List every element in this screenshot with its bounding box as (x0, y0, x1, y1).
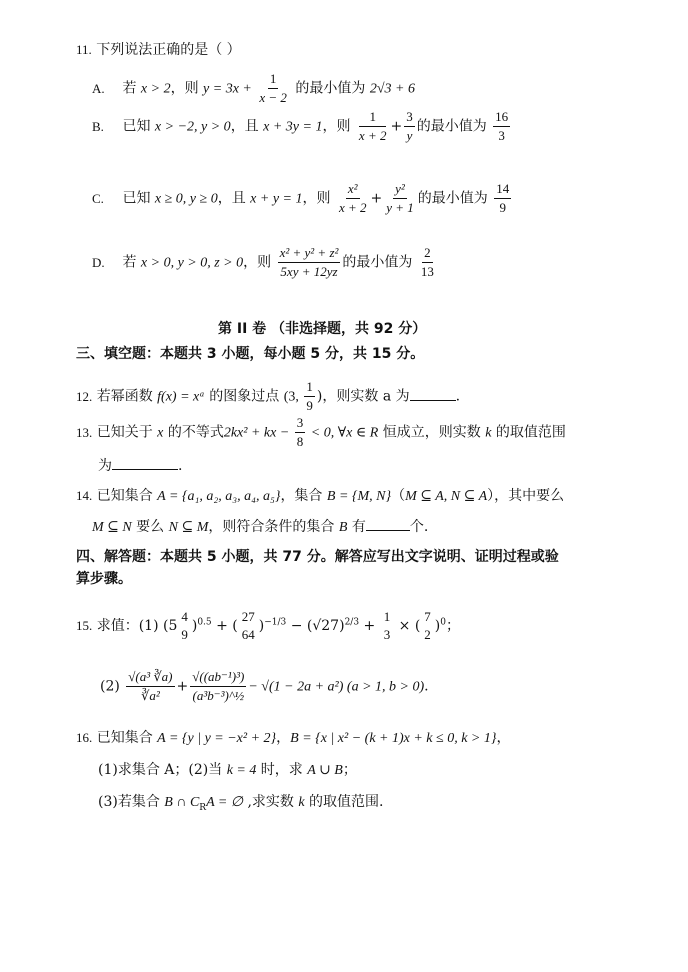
math-expr: √27 (312, 618, 340, 634)
option-label: D. (92, 254, 105, 270)
numerator: 27 (241, 609, 255, 624)
math-operator: + (370, 190, 383, 207)
question-12 (76, 378, 460, 415)
option-text: 若 (122, 80, 141, 97)
question-text: 有 (347, 519, 366, 535)
numerator: 1 (304, 378, 315, 397)
denominator: 3 (498, 128, 505, 143)
question-13 (76, 414, 566, 451)
fraction (404, 108, 415, 145)
question-text: 要么 (131, 519, 169, 535)
denominator: y (406, 128, 413, 143)
math-expr: B (338, 520, 348, 535)
question-text: 已知集合 (96, 730, 158, 746)
denominator: 9 (306, 398, 313, 413)
denominator: x − 2 (259, 90, 287, 105)
numerator: x² (346, 180, 360, 199)
question-number: 16. (76, 730, 93, 745)
option-text: 的最小值为 (417, 190, 493, 207)
denominator: 64 (241, 627, 255, 642)
math-expr: x > −2, y > 0 (154, 119, 231, 135)
fraction (419, 244, 436, 281)
math-expr: x (157, 425, 164, 441)
fraction (257, 70, 289, 107)
question-text: 的不等式 (163, 424, 224, 441)
math-expr: ) (339, 618, 345, 634)
math-expr: M ⊆ A, N ⊆ A (405, 489, 488, 504)
question-16-line3 (98, 792, 384, 818)
question-15-part1 (76, 608, 460, 644)
section-4-title-line2: 算步骤。 (76, 571, 132, 587)
numerator: 14 (494, 180, 511, 199)
option-text: 的最小值为 (290, 80, 370, 97)
question-text: 求值：(1) (96, 618, 163, 634)
fraction (494, 180, 511, 217)
option-text: 已知 (122, 118, 155, 135)
math-expr: B = {x | x² − (k + 1)x + k ≤ 0, k > 1} (290, 731, 497, 746)
question-text: 的取值范围. (304, 794, 384, 810)
math-expr: x ≥ 0, y ≥ 0 (154, 191, 218, 207)
option-text: 的最小值为 (342, 254, 417, 271)
question-text: ，则实数 a 为 (322, 388, 410, 405)
math-expr: x + 3y = 1 (263, 119, 323, 135)
math-expr: + ( (211, 618, 238, 634)
question-text: ； (342, 762, 357, 778)
question-15-part2 (100, 668, 429, 705)
part-2-title: 第 II 卷 （非选择题，共 92 分） (218, 321, 427, 337)
math-expr: ) (434, 618, 441, 634)
question-text: . (424, 678, 429, 695)
math-expr: < 0, ∀x ∈ R (307, 425, 379, 441)
question-text: (3)若集合 (98, 794, 165, 810)
question-11-stem (76, 40, 241, 60)
denominator: x + 2 (338, 200, 367, 215)
option-d (92, 244, 438, 281)
option-text: 若 (122, 254, 141, 271)
math-expr: 2kx² + kx − (223, 425, 293, 441)
math-expr: x > 0, y > 0, z > 0 (140, 255, 244, 271)
question-text: 个. (409, 519, 429, 535)
math-operator: + (390, 118, 403, 135)
question-number: 14. (76, 488, 93, 503)
exponent: 0.5 (197, 617, 212, 628)
question-text: . (455, 388, 461, 405)
answer-blank[interactable] (366, 516, 410, 531)
question-number: 13. (76, 424, 93, 440)
numerator: 3 (295, 414, 306, 433)
denominator: ∛a² (141, 688, 160, 703)
fraction (179, 608, 190, 644)
numerator: √((ab⁻¹)³) (190, 668, 246, 687)
question-text: ,求实数 (243, 794, 299, 810)
denominator: 9 (181, 627, 188, 642)
math-expr: (5 (162, 618, 178, 634)
option-text: ，则 (322, 118, 355, 135)
question-text: 时，求 (256, 762, 308, 778)
question-number: 15. (76, 618, 93, 633)
question-text: . (178, 458, 183, 474)
option-text: ，且 (230, 118, 264, 135)
fraction (493, 108, 510, 145)
numerator: 16 (493, 108, 510, 127)
math-expr: − ( (286, 618, 313, 634)
question-text: 的取值范围 (491, 424, 566, 441)
fraction (240, 608, 257, 644)
question-text: ， (276, 730, 291, 746)
math-expr: f(x) = xᵃ (157, 389, 205, 405)
option-text: 已知 (122, 190, 155, 207)
section-3-title: 三、填空题：本题共 3 小题，每小题 5 分，共 15 分。 (76, 346, 425, 362)
math-expr: A = {a₁, a₂, a₃, a₄, a₅} (157, 489, 281, 504)
math-expr: A = ∅ (206, 795, 244, 810)
math-expr: N ⊆ M (168, 520, 209, 535)
section-4-title: 四、解答题：本题共 5 小题，共 77 分。解答应写出文字说明、证明过程或验 (76, 549, 559, 565)
math-expr: 2√3 + 6 (369, 81, 415, 97)
option-text: 的最小值为 (416, 118, 492, 135)
denominator: x + 2 (358, 128, 387, 143)
math-expr: ) (316, 388, 323, 405)
answer-blank[interactable] (112, 455, 178, 470)
question-number: 12. (76, 388, 93, 404)
option-c (92, 180, 513, 217)
numerator: 4 (181, 609, 188, 624)
question-text: 已知集合 (96, 488, 158, 504)
fraction (382, 608, 393, 644)
subscript: R (199, 802, 207, 813)
fraction (337, 180, 369, 217)
math-expr: k = 4 (226, 763, 257, 778)
math-expr: ) (191, 618, 198, 634)
math-expr: + (359, 618, 380, 634)
math-operator: + (176, 678, 189, 695)
denominator: 3 (383, 627, 391, 642)
numerator: y² (393, 180, 407, 199)
math-expr: B = {M, N} (326, 489, 392, 504)
question-text: (1)求集合 A；(2)当 (98, 762, 227, 778)
math-expr: k (485, 425, 492, 441)
question-text: ， (496, 730, 511, 746)
fraction (278, 244, 341, 281)
numerator: √(a³ ∛a) (126, 668, 174, 687)
math-expr: − √(1 − 2a + a²) (a > 1, b > 0) (248, 679, 425, 695)
denominator: 5xy + 12yz (280, 264, 338, 279)
question-14 (76, 486, 564, 507)
question-text: 恒成立，则实数 (378, 424, 486, 441)
numerator: 3 (404, 108, 415, 127)
question-text: 下列说法正确的是（ ） (96, 42, 241, 58)
math-expr: A = {y | y = −x² + 2} (157, 731, 277, 746)
question-16-line2 (98, 760, 357, 781)
question-13-line2 (98, 455, 182, 476)
numerator: x² + y² + z² (278, 244, 341, 263)
math-expr: M ⊆ N (92, 520, 132, 535)
numerator: 1 (359, 108, 386, 127)
fraction (384, 180, 416, 217)
question-text: ，集合 (280, 488, 327, 504)
math-expr: B ∩ C (164, 795, 200, 810)
option-b (92, 108, 512, 145)
fraction (190, 668, 246, 705)
question-text: ； (445, 618, 460, 634)
denominator: (a³b⁻³)^½ (192, 688, 245, 703)
exponent: 0 (440, 617, 446, 628)
question-text: 的图象过点 (204, 388, 284, 405)
fraction (422, 608, 433, 644)
math-expr: x > 2 (140, 81, 171, 97)
math-expr: × ( (394, 618, 421, 634)
fraction (295, 414, 306, 451)
question-text: （ (391, 488, 406, 504)
fraction (126, 668, 174, 705)
denominator: 2 (424, 627, 431, 642)
math-expr: k (298, 795, 305, 810)
question-16 (76, 728, 510, 749)
option-label: C. (92, 190, 104, 206)
question-14-line2 (92, 516, 428, 538)
option-text: ，则 (243, 254, 276, 271)
numerator: 1 (383, 609, 391, 624)
math-expr: y = 3x + (203, 81, 256, 97)
option-text: ，且 (217, 190, 251, 207)
question-text: ），其中要么 (487, 488, 565, 504)
question-text: 已知关于 (96, 424, 158, 441)
option-a (92, 70, 415, 107)
option-text: ，则 (170, 80, 204, 97)
question-text: ，则符合条件的集合 (208, 519, 339, 535)
option-text: ，则 (302, 190, 335, 207)
answer-blank[interactable] (410, 386, 456, 401)
option-label: A. (92, 80, 105, 96)
numerator: 7 (424, 609, 431, 624)
question-text: (2) (100, 678, 125, 695)
question-number: 11. (76, 42, 92, 57)
denominator: 9 (499, 200, 506, 215)
math-expr: x + y = 1 (250, 191, 303, 207)
question-text: 若幂函数 (96, 388, 158, 405)
math-expr: A ∪ B (307, 763, 343, 778)
fraction (304, 378, 315, 415)
denominator: 8 (296, 434, 304, 449)
option-label: B. (92, 118, 104, 134)
numerator: 1 (268, 70, 279, 89)
numerator: 2 (422, 244, 433, 263)
math-expr: ) (258, 618, 265, 634)
fraction (357, 108, 389, 145)
question-text: 为 (98, 458, 112, 474)
denominator: 13 (420, 264, 434, 279)
exponent: −1/3 (264, 617, 287, 628)
math-expr: (3, (283, 389, 303, 405)
exponent: 2/3 (344, 617, 360, 628)
denominator: y + 1 (386, 200, 414, 215)
